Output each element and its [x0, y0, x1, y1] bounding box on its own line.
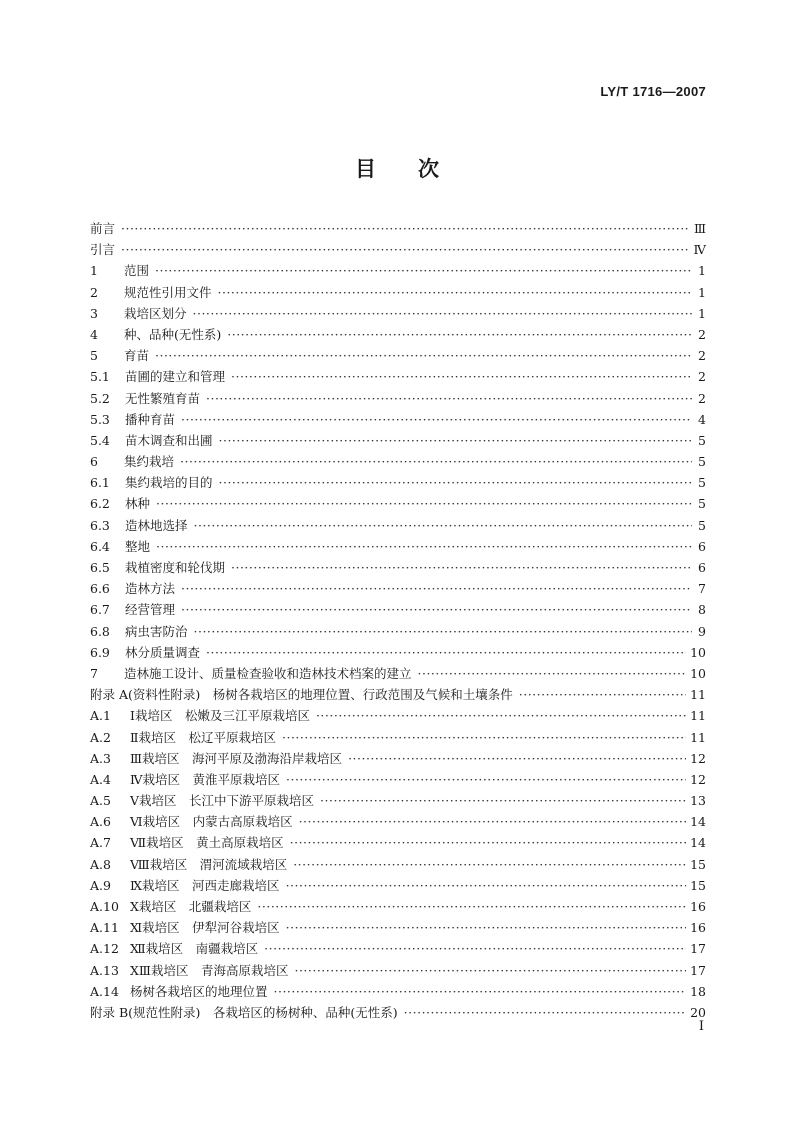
toc-entry-label	[90, 705, 310, 726]
toc-entry-label	[90, 896, 251, 917]
toc-dot-leader	[218, 282, 692, 303]
toc-entry-page: 5	[698, 517, 706, 533]
toc-entry-page: 18	[690, 983, 706, 999]
toc-dot-leader	[121, 239, 689, 260]
page-number: I	[698, 1019, 704, 1034]
toc-entry-label	[90, 578, 175, 599]
toc-entry-number: 6.4	[90, 538, 110, 554]
toc-entry-number: 4	[90, 326, 98, 342]
toc-entry[interactable]	[90, 430, 706, 451]
toc-entry[interactable]	[90, 260, 706, 281]
toc-entry-title: ⅩⅢ栽培区 青海高原栽培区	[130, 962, 289, 978]
toc-entry-title: Ⅳ栽培区 黄淮平原栽培区	[130, 771, 280, 787]
toc-entry-label	[90, 960, 288, 981]
toc-entry-title: 附录 A(资料性附录) 杨树各栽培区的地理位置、行政范围及气候和土壤条件	[90, 687, 513, 703]
toc-dot-leader	[286, 917, 686, 938]
toc-entry[interactable]	[90, 811, 706, 832]
toc-entry[interactable]	[90, 790, 706, 811]
toc-dot-leader	[299, 811, 687, 832]
toc-dot-leader	[293, 854, 686, 875]
toc-entry[interactable]	[90, 854, 706, 875]
toc-dot-leader	[294, 960, 686, 981]
toc-entry-number: 5.2	[90, 390, 110, 406]
toc-entry-page: 17	[690, 962, 706, 978]
toc-entry-title: 苗圃的建立和管理	[125, 369, 226, 385]
toc-entry-label	[90, 345, 149, 366]
toc-entry-page: 2	[698, 369, 706, 385]
toc-entry-label	[90, 642, 200, 663]
toc-dot-leader	[156, 536, 692, 557]
toc-dot-leader	[290, 832, 686, 853]
toc-entry-label	[90, 748, 342, 769]
toc-entry[interactable]	[90, 557, 706, 578]
toc-entry[interactable]	[90, 642, 706, 663]
toc-dot-leader	[194, 515, 692, 536]
toc-entry-page: 2	[698, 390, 706, 406]
toc-entry-label	[90, 366, 225, 387]
toc-entry-number: 6.9	[90, 644, 110, 660]
toc-entry-label	[90, 282, 212, 303]
toc-entry-number: A.4	[90, 771, 111, 787]
toc-entry[interactable]	[90, 599, 706, 620]
toc-entry-number: 3	[90, 305, 98, 321]
toc-entry-number: A.1	[90, 708, 111, 724]
toc-entry-page: 2	[698, 326, 706, 342]
toc-dot-leader	[348, 748, 686, 769]
toc-entry-page: 9	[698, 623, 706, 639]
toc-dot-leader	[156, 493, 692, 514]
toc-entry-label	[90, 727, 276, 748]
table-of-contents	[90, 218, 706, 1023]
toc-entry-label	[90, 1002, 398, 1023]
toc-entry-page: 4	[698, 411, 706, 427]
toc-entry-page: 20	[690, 1004, 706, 1020]
toc-entry-page: 14	[690, 835, 706, 851]
toc-entry-label	[90, 515, 188, 536]
toc-entry-number: A.3	[90, 750, 111, 766]
toc-entry-title: 林分质量调查	[125, 644, 201, 660]
toc-entry[interactable]	[90, 388, 706, 409]
toc-entry[interactable]	[90, 917, 706, 938]
toc-entry[interactable]	[90, 303, 706, 324]
toc-dot-leader	[181, 409, 692, 430]
toc-dot-leader	[193, 303, 692, 324]
toc-dot-leader	[257, 896, 686, 917]
toc-entry[interactable]	[90, 324, 706, 345]
toc-dot-leader	[180, 451, 692, 472]
toc-entry-title: 规范性引用文件	[124, 284, 212, 300]
toc-entry-page: 14	[690, 814, 706, 830]
toc-entry-label	[90, 875, 280, 896]
toc-dot-leader	[286, 769, 686, 790]
page-title: 目 次	[355, 157, 439, 181]
toc-dot-leader	[227, 324, 692, 345]
toc-entry[interactable]	[90, 218, 706, 239]
toc-entry[interactable]	[90, 748, 706, 769]
toc-entry-label	[90, 303, 187, 324]
toc-entry-page: 1	[698, 305, 706, 321]
toc-dot-leader	[264, 938, 686, 959]
toc-entry-title: Ⅹ栽培区 北疆栽培区	[130, 899, 252, 914]
toc-entry-title: Ⅰ栽培区 松嫩及三江平原栽培区	[130, 708, 310, 724]
toc-entry-label	[90, 917, 280, 938]
toc-entry-number: 6.7	[90, 602, 110, 618]
toc-entry-page: 16	[690, 899, 706, 914]
toc-dot-leader	[286, 875, 687, 896]
toc-entry-label	[90, 769, 280, 790]
toc-entry-page: 12	[690, 771, 706, 787]
toc-entry-title: 栽植密度和轮伐期	[125, 560, 226, 575]
toc-dot-leader	[121, 218, 690, 239]
toc-entry-number: A.5	[90, 793, 111, 809]
toc-entry[interactable]	[90, 896, 706, 917]
toc-entry-title: 苗木调查和出圃	[125, 432, 213, 448]
toc-entry-number: A.9	[90, 877, 111, 893]
toc-dot-leader	[181, 578, 692, 599]
toc-entry[interactable]	[90, 727, 706, 748]
toc-entry-title: Ⅶ栽培区 黄土高原栽培区	[130, 835, 284, 851]
toc-entry-number: A.10	[90, 899, 119, 914]
toc-entry-page: 16	[690, 920, 706, 936]
toc-entry-title: Ⅴ栽培区 长江中下游平原栽培区	[130, 793, 315, 809]
toc-dot-leader	[219, 472, 692, 493]
toc-entry-title: 集约栽培	[124, 454, 175, 470]
toc-entry-title: Ⅱ栽培区 松辽平原栽培区	[130, 729, 276, 745]
toc-entry[interactable]	[90, 282, 706, 303]
toc-entry-title: 整地	[125, 538, 151, 554]
toc-entry-page: 11	[690, 687, 706, 703]
toc-entry-page: 8	[698, 602, 706, 618]
toc-entry-number: 1	[90, 263, 98, 279]
toc-entry[interactable]	[90, 684, 706, 705]
toc-entry-number: 6.8	[90, 623, 110, 639]
toc-entry-page: 12	[690, 750, 706, 766]
toc-entry-page: 5	[698, 475, 706, 491]
toc-entry[interactable]	[90, 769, 706, 790]
toc-entry-page: 11	[690, 708, 706, 724]
toc-entry-title: Ⅻ栽培区 南疆栽培区	[130, 941, 259, 957]
toc-entry-number: 2	[90, 284, 98, 300]
toc-entry-title: 引言	[90, 242, 116, 258]
toc-entry[interactable]	[90, 536, 706, 557]
toc-dot-leader	[274, 981, 687, 1002]
toc-entry-page: 15	[690, 877, 706, 893]
toc-entry-title: 范围	[124, 263, 150, 279]
toc-entry-number: A.7	[90, 835, 111, 851]
toc-entry[interactable]	[90, 981, 706, 1002]
toc-entry-label	[90, 938, 258, 959]
toc-dot-leader	[519, 684, 686, 705]
toc-entry-page: 5	[698, 454, 706, 470]
toc-entry-page: 6	[698, 560, 706, 575]
toc-entry-title: Ⅲ栽培区 海河平原及渤海沿岸栽培区	[130, 750, 343, 766]
toc-entry[interactable]	[90, 472, 706, 493]
toc-entry[interactable]	[90, 938, 706, 959]
toc-entry[interactable]	[90, 493, 706, 514]
toc-entry-label	[90, 684, 513, 705]
toc-entry[interactable]	[90, 875, 706, 896]
toc-entry-page: 6	[698, 538, 706, 554]
toc-entry-page: 10	[690, 644, 706, 660]
toc-entry-number: 5.3	[90, 411, 110, 427]
toc-entry-number: 5.4	[90, 432, 110, 448]
toc-entry[interactable]	[90, 451, 706, 472]
toc-entry-label	[90, 472, 213, 493]
toc-entry-page: Ⅳ	[693, 242, 706, 258]
toc-entry[interactable]	[90, 832, 706, 853]
toc-entry-number: 6.1	[90, 475, 110, 491]
toc-entry-number: 6.5	[90, 560, 110, 575]
toc-entry[interactable]	[90, 239, 706, 260]
toc-entry-number: A.11	[90, 920, 119, 936]
toc-entry-label	[90, 218, 115, 239]
toc-entry-label	[90, 832, 284, 853]
toc-entry-number: A.6	[90, 814, 111, 830]
toc-dot-leader	[316, 705, 686, 726]
toc-entry[interactable]	[90, 705, 706, 726]
toc-entry-label	[90, 981, 268, 1002]
toc-entry[interactable]	[90, 1002, 706, 1023]
toc-entry-page: 11	[690, 729, 706, 745]
toc-entry-title: 病虫害防治	[125, 623, 188, 639]
toc-dot-leader	[155, 260, 692, 281]
toc-entry-title: Ⅷ栽培区 渭河流域栽培区	[130, 856, 288, 872]
toc-entry[interactable]	[90, 578, 706, 599]
toc-entry-title: 造林地选择	[125, 517, 188, 533]
toc-entry-title: 造林方法	[125, 581, 176, 597]
toc-entry-number: A.12	[90, 941, 119, 957]
toc-entry-title: 播种育苗	[125, 411, 176, 427]
toc-dot-leader	[418, 663, 687, 684]
toc-entry-title: 附录 B(规范性附录) 各栽培区的杨树种、品种(无性系)	[90, 1004, 398, 1020]
toc-entry-number: A.14	[90, 983, 119, 999]
toc-entry-label	[90, 493, 150, 514]
toc-entry-label	[90, 409, 175, 430]
toc-entry-label	[90, 388, 200, 409]
toc-entry-title: 造林施工设计、质量检查验收和造林技术档案的建立	[124, 665, 412, 681]
toc-entry-number: 6.2	[90, 496, 110, 512]
toc-entry-label	[90, 536, 150, 557]
toc-entry[interactable]	[90, 515, 706, 536]
toc-entry-page: 17	[690, 941, 706, 957]
toc-entry-label	[90, 663, 412, 684]
toc-entry-title: Ⅸ栽培区 河西走廊栽培区	[130, 877, 280, 893]
toc-entry-title: Ⅺ栽培区 伊犁河谷栽培区	[130, 920, 280, 936]
toc-entry-label	[90, 324, 221, 345]
toc-entry-page: 7	[698, 581, 706, 597]
toc-entry-label	[90, 260, 149, 281]
toc-entry-number: 6.6	[90, 581, 110, 597]
toc-entry-title: 栽培区划分	[124, 305, 187, 321]
toc-entry-number: 5	[90, 348, 98, 364]
toc-entry-label	[90, 811, 293, 832]
toc-entry-number: 5.1	[90, 369, 110, 385]
toc-entry-page: Ⅲ	[693, 221, 706, 236]
toc-dot-leader	[320, 790, 686, 811]
toc-entry-page: 13	[690, 793, 706, 809]
toc-dot-leader	[181, 599, 692, 620]
toc-entry-label	[90, 854, 287, 875]
toc-dot-leader	[282, 727, 686, 748]
toc-entry[interactable]	[90, 409, 706, 430]
toc-entry-title: 前言	[90, 221, 116, 236]
toc-entry-title: Ⅵ栽培区 内蒙古高原栽培区	[130, 814, 293, 830]
toc-dot-leader	[404, 1002, 686, 1023]
toc-entry[interactable]	[90, 663, 706, 684]
toc-entry-label	[90, 239, 115, 260]
standard-code: LY/T 1716—2007	[600, 84, 706, 99]
toc-entry-number: A.8	[90, 856, 111, 872]
toc-entry-number: A.2	[90, 729, 111, 745]
toc-dot-leader	[194, 621, 692, 642]
toc-entry[interactable]	[90, 960, 706, 981]
toc-entry-title: 林种	[125, 496, 151, 512]
toc-entry-title: 种、品种(无性系)	[124, 326, 222, 342]
toc-dot-leader	[155, 345, 692, 366]
toc-entry-number: 6.3	[90, 517, 110, 533]
toc-entry-label	[90, 621, 188, 642]
toc-entry-label	[90, 451, 174, 472]
toc-entry-number: 7	[90, 665, 98, 681]
toc-entry-title: 集约栽培的目的	[125, 475, 213, 491]
toc-entry-number: 6	[90, 454, 98, 470]
toc-dot-leader	[206, 388, 692, 409]
toc-entry-title: 杨树各栽培区的地理位置	[130, 983, 268, 999]
toc-entry-title: 育苗	[124, 348, 150, 364]
toc-entry-label	[90, 599, 175, 620]
toc-entry-page: 5	[698, 432, 706, 448]
toc-dot-leader	[231, 557, 692, 578]
toc-entry[interactable]	[90, 366, 706, 387]
toc-entry-title: 经营管理	[125, 602, 176, 618]
toc-dot-leader	[231, 366, 692, 387]
toc-entry-page: 2	[698, 348, 706, 364]
toc-dot-leader	[206, 642, 686, 663]
toc-entry-page: 1	[698, 263, 706, 279]
toc-entry-page: 15	[690, 856, 706, 872]
toc-entry-number: A.13	[90, 962, 119, 978]
toc-dot-leader	[219, 430, 692, 451]
toc-entry-title: 无性繁殖育苗	[125, 390, 201, 406]
toc-entry-label	[90, 790, 314, 811]
toc-entry-page: 10	[690, 665, 706, 681]
toc-entry[interactable]	[90, 621, 706, 642]
toc-entry-label	[90, 430, 213, 451]
toc-entry-page: 5	[698, 496, 706, 512]
toc-entry-label	[90, 557, 225, 578]
toc-entry[interactable]	[90, 345, 706, 366]
toc-entry-page: 1	[698, 284, 706, 300]
